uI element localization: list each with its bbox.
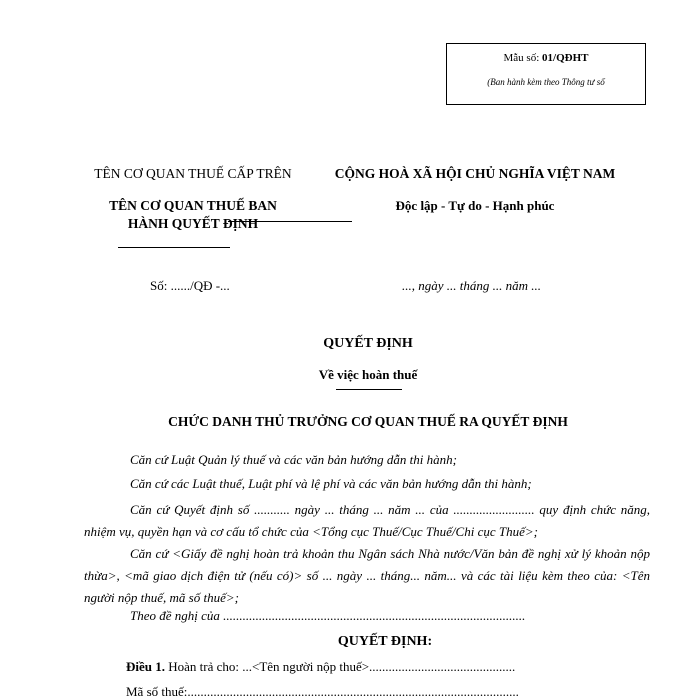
decision-title: QUYẾT ĐỊNH	[323, 336, 413, 351]
form-code-note: (Ban hành kèm theo Thông tư số	[487, 77, 605, 87]
nation-title: CỘNG HOÀ XÃ HỘI CHỦ NGHĨA VIỆT NAM	[334, 166, 616, 181]
basis-refund-request: Căn cứ <Giấy đề nghị hoàn trả khoản thu Ngân sách Nhà nước/Văn bản đề nghị xử lý khoản nộp thừa>, <mã giao dịch điện tử (nếu có)> số ... ngày ... tháng... năm... và các tài liệu kèm theo của: <Tên người nộp thuế, mã số thuế>;	[84, 546, 650, 605]
motto: Độc lập - Tự do - Hạnh phúc	[395, 198, 555, 213]
agency-issuer-line1: TÊN CƠ QUAN THUẾ BAN	[109, 198, 277, 213]
article-1-text: Hoàn trả cho: ...<Tên người nộp thuế>.............................................	[168, 659, 516, 674]
proposal-line: Theo đề nghị của .............................................................................................	[130, 608, 526, 623]
agency-issuer-line2: HÀNH QUYẾT ĐỊNH	[127, 216, 259, 231]
form-code-label: Mẫu số:	[503, 52, 540, 64]
basis-decision: Căn cứ Quyết định số ........... ngày ... tháng ... năm ... của ......................... quy định chức năng, nhiệm vụ, quyền hạn và cơ cấu tổ chức của <Tổng cục Thuế/Cục Thuế/Chi cục Thuế>;	[84, 502, 650, 539]
article-1	[126, 659, 515, 675]
agency-underline	[118, 247, 230, 248]
basis-tax-admin-law: Căn cứ Luật Quản lý thuế và các văn bản hướng dẫn thi hành;	[130, 452, 457, 467]
decision-heading: QUYẾT ĐỊNH:	[337, 634, 433, 649]
agency-superior: TÊN CƠ QUAN THUẾ CẤP TRÊN	[94, 166, 292, 181]
tax-code-line: Mã số thuế:......................................................................................................	[126, 684, 519, 699]
nation-underline	[228, 221, 352, 222]
form-code-box	[446, 43, 646, 105]
issuing-authority: CHỨC DANH THỦ TRƯỞNG CƠ QUAN THUẾ RA QUYẾT ĐỊNH	[168, 414, 568, 429]
basis-tax-laws: Căn cứ các Luật thuế, Luật phí và lệ phí và các văn bản hướng dẫn thi hành;	[130, 476, 532, 491]
form-code-value: 01/QĐHT	[542, 52, 589, 64]
decision-subject: Về việc hoàn thuế	[318, 367, 418, 382]
subject-underline	[336, 389, 402, 390]
document-date: ..., ngày ... tháng ... năm ...	[402, 278, 542, 293]
article-1-label: Điều 1.	[126, 659, 165, 674]
document-number: Số: ....../QĐ -...	[150, 278, 230, 293]
form-code	[447, 52, 645, 64]
